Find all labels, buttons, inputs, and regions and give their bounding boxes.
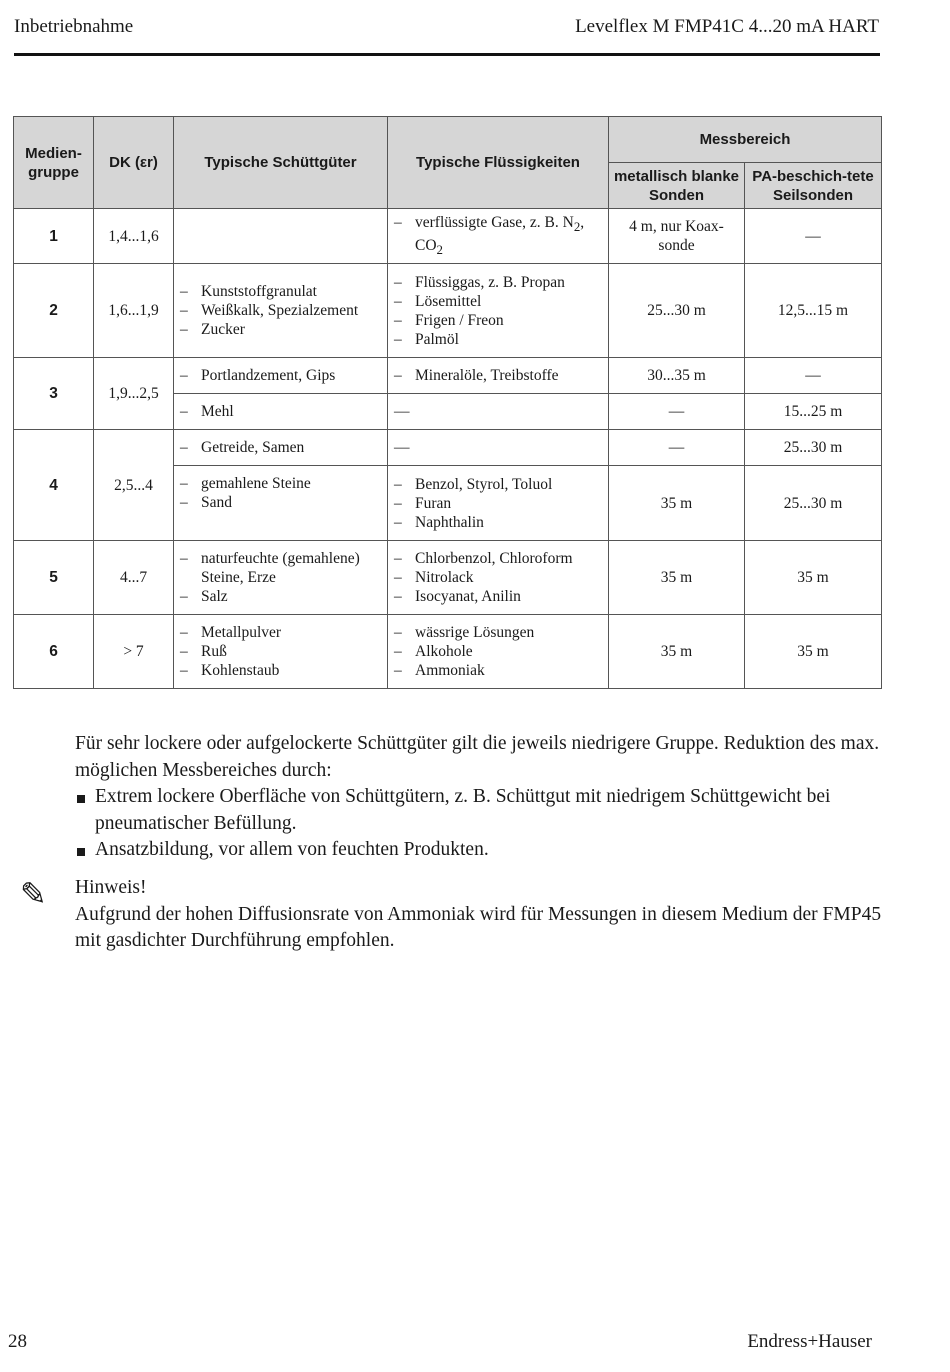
bulk-cell	[174, 394, 388, 430]
list-item: – Chlorbenzol, Chloroform	[394, 549, 602, 568]
note-block	[75, 875, 885, 955]
header-bulk-solids: Typische Schüttgüter	[174, 117, 388, 209]
bulk-cell	[174, 541, 388, 615]
list-item: – Getreide, Samen	[180, 438, 381, 457]
list-item: – Ammoniak	[394, 661, 602, 680]
header-rule	[14, 53, 880, 56]
group-cell: 5	[14, 541, 94, 615]
bulk-cell	[174, 358, 388, 394]
header-liquids: Typische Flüssigkeiten	[388, 117, 609, 209]
list-item: – Frigen / Freon	[394, 311, 602, 330]
header-dk: DK (εr)	[94, 117, 174, 209]
dk-cell: > 7	[94, 615, 174, 689]
list-item: – Flüssiggas, z. B. Propan	[394, 273, 602, 292]
list-item: – Kohlenstaub	[180, 661, 381, 680]
pa-range-cell: —	[745, 209, 882, 264]
pa-range-cell: 35 m	[745, 615, 882, 689]
bulk-cell	[174, 430, 388, 466]
bulk-cell	[174, 209, 388, 264]
pa-range-cell: 12,5...15 m	[745, 264, 882, 358]
intro-text: Für sehr lockere oder aufgelockerte Schüttgüter gilt die jeweils niedrigere Gruppe. Reduktion des max. möglichen Messbereiches durch:	[75, 733, 880, 781]
liquids-cell	[388, 615, 609, 689]
header-metal-probes: metallisch blanke Sonden	[609, 163, 745, 209]
group-cell: 6	[14, 615, 94, 689]
metal-range-cell: —	[609, 394, 745, 430]
pa-range-cell: 25...30 m	[745, 430, 882, 466]
running-header-product: Levelflex M FMP41C 4...20 mA HART	[575, 16, 879, 37]
pa-range-cell: 25...30 m	[745, 466, 882, 541]
metal-range-cell: 25...30 m	[609, 264, 745, 358]
group-cell: 3	[14, 358, 94, 430]
header-pa-coated-probes: PA-beschich-tete Seilsonden	[745, 163, 882, 209]
page-number: 28	[8, 1331, 27, 1352]
list-item: – Mehl	[180, 402, 381, 421]
liquids-cell	[388, 358, 609, 394]
list-item: – Kunststoffgranulat	[180, 282, 381, 301]
pa-range-cell: 15...25 m	[745, 394, 882, 430]
group-cell: 1	[14, 209, 94, 264]
metal-range-cell: 4 m, nur Koax-sonde	[609, 209, 745, 264]
table-row	[14, 358, 882, 394]
list-item: – Salz	[180, 587, 381, 606]
list-item: – Nitrolack	[394, 568, 602, 587]
metal-range-cell: 35 m	[609, 541, 745, 615]
list-item: – gemahlene Steine	[180, 474, 381, 493]
dk-cell: 1,6...1,9	[94, 264, 174, 358]
pa-range-cell: 35 m	[745, 541, 882, 615]
pa-range-cell: —	[745, 358, 882, 394]
dk-cell: 1,9...2,5	[94, 358, 174, 430]
list-item: – naturfeuchte (gemahlene) Steine, Erze	[180, 549, 381, 587]
list-item: – Isocyanat, Anilin	[394, 587, 602, 606]
dk-cell: 1,4...1,6	[94, 209, 174, 264]
bullet-item: Ansatzbildung, vor allem von feuchten Produkten.	[75, 837, 885, 864]
table-row	[14, 430, 882, 466]
list-item: – Mineralöle, Treibstoffe	[394, 366, 602, 385]
dk-cell: 4...7	[94, 541, 174, 615]
metal-range-cell: —	[609, 430, 745, 466]
liquids-cell	[388, 209, 609, 264]
list-item: – Benzol, Styrol, Toluol	[394, 475, 602, 494]
running-header-section: Inbetriebnahme	[14, 16, 134, 37]
list-item: – Naphthalin	[394, 513, 602, 532]
table-row	[14, 615, 882, 689]
bulk-cell	[174, 466, 388, 541]
note-text: Aufgrund der hohen Diffusionsrate von Ammoniak wird für Messungen in diesem Medium der FMP45 mit gasdichter Durchführung empfohlen.	[75, 903, 882, 951]
header-media-group: Medien-gruppe	[14, 117, 94, 209]
list-item: – Metallpulver	[180, 623, 381, 642]
bulk-cell	[174, 264, 388, 358]
bulk-cell	[174, 615, 388, 689]
footer-brand: Endress+Hauser	[747, 1331, 872, 1352]
list-item: – Lösemittel	[394, 292, 602, 311]
liquids-cell: —	[388, 430, 609, 466]
table-row	[14, 209, 882, 264]
liquids-cell: —	[388, 394, 609, 430]
table-row	[14, 541, 882, 615]
list-item: – wässrige Lösungen	[394, 623, 602, 642]
metal-range-cell: 35 m	[609, 615, 745, 689]
liquids-cell	[388, 541, 609, 615]
note-title: Hinweis!	[75, 877, 147, 898]
list-item: – Palmöl	[394, 330, 602, 349]
metal-range-cell: 30...35 m	[609, 358, 745, 394]
group-cell: 4	[14, 430, 94, 541]
list-item: – Portlandzement, Gips	[180, 366, 381, 385]
metal-range-cell: 35 m	[609, 466, 745, 541]
list-item: – Alkohole	[394, 642, 602, 661]
dk-cell: 2,5...4	[94, 430, 174, 541]
media-group-table	[13, 116, 882, 689]
liquids-cell	[388, 466, 609, 541]
list-item: – Weißkalk, Spezialzement	[180, 301, 381, 320]
list-item: – verflüssigte Gase, z. B. $N_2$, $CO_2$	[394, 213, 602, 259]
list-item: – Zucker	[180, 320, 381, 339]
body-paragraph	[75, 731, 885, 864]
list-item: – Furan	[394, 494, 602, 513]
pencil-note-icon: ✎	[20, 875, 47, 913]
header-measuring-range: Messbereich	[609, 117, 882, 163]
bullet-list	[75, 784, 885, 864]
liquids-cell	[388, 264, 609, 358]
group-cell: 2	[14, 264, 94, 358]
list-item: – Sand	[180, 493, 381, 512]
table-row	[14, 264, 882, 358]
bullet-item: Extrem lockere Oberfläche von Schüttgütern, z. B. Schüttgut mit niedrigem Schüttgewicht bei pneumatischer Befüllung.	[75, 784, 885, 837]
list-item: – Ruß	[180, 642, 381, 661]
